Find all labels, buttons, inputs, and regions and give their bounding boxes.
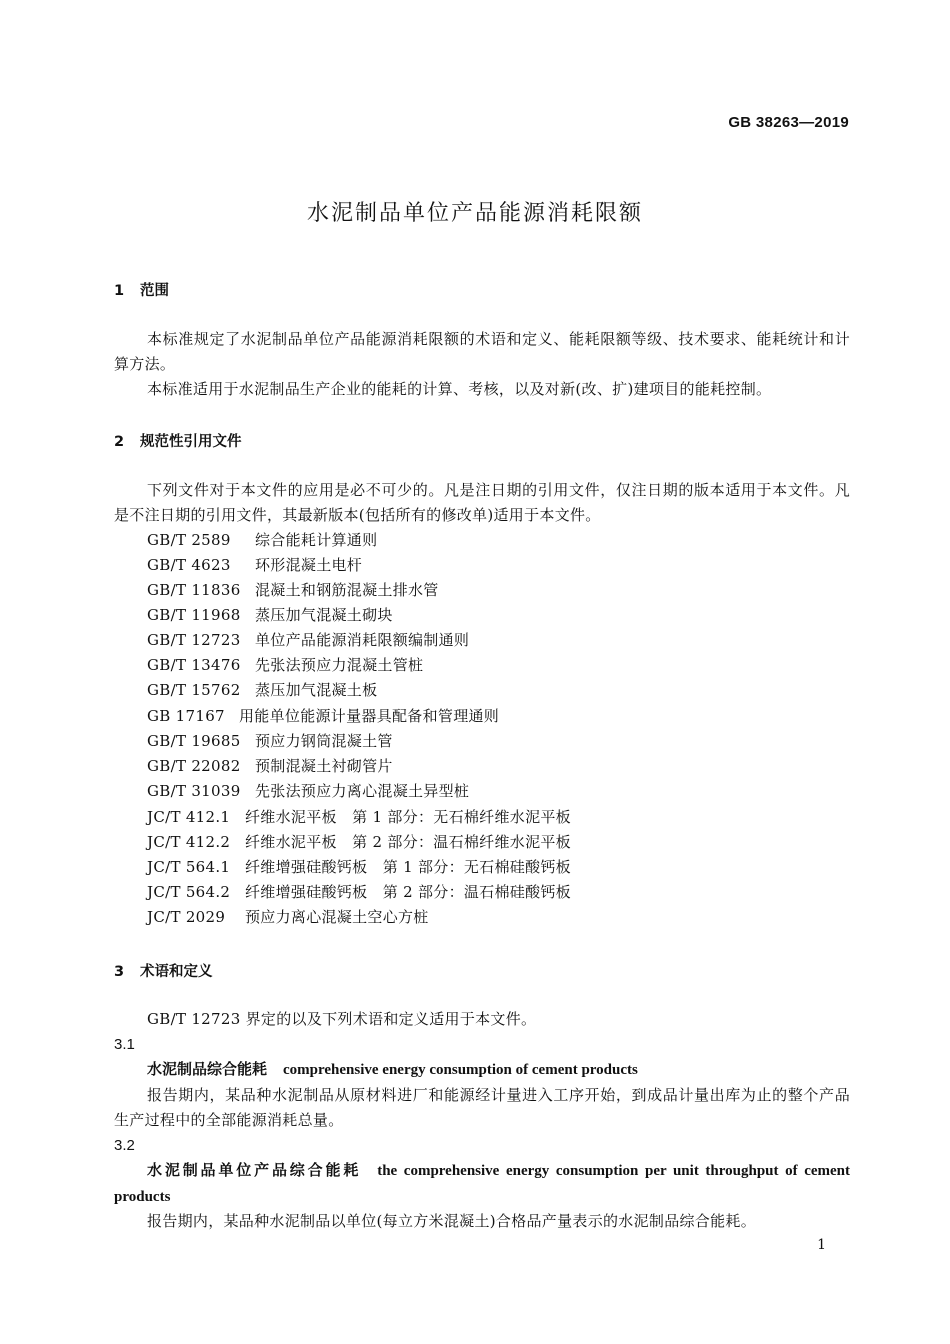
reference-item [147,905,429,930]
term-chinese: 水泥制品单位产品综合能耗 [147,1161,362,1179]
reference-title: 预制混凝土衬砌管片 [255,757,393,775]
section-title: 范围 [140,283,169,299]
section-3-intro: GB/T 12723 界定的以及下列术语和定义适用于本文件。 [147,1010,537,1028]
section-1-paragraph-2: 本标准适用于水泥制品生产企业的能耗的计算、考核，以及对新(改、扩)建项目的能耗控制。 [147,380,772,398]
reference-code: GB/T 22082 [147,757,241,775]
reference-item [147,754,393,779]
section-title: 术语和定义 [140,964,213,980]
term-heading [114,1057,850,1083]
reference-title: 纤维水泥平板 第 2 部分：温石棉纤维水泥平板 [245,833,571,851]
reference-item [147,578,439,603]
reference-title: 蒸压加气混凝土板 [255,681,378,699]
reference-code: JC/T 564.2 [147,883,231,901]
reference-title: 纤维增强硅酸钙板 第 2 部分：温石棉硅酸钙板 [245,883,571,901]
reference-title: 综合能耗计算通则 [255,531,378,549]
reference-item [147,805,571,830]
document-title: 水泥制品单位产品能源消耗限额 [306,201,643,226]
standard-code: GB 38263—2019 [728,114,849,131]
reference-title: 先张法预应力混凝土管桩 [255,656,424,674]
reference-title: 先张法预应力离心混凝土异型桩 [255,782,470,800]
section-title: 规范性引用文件 [140,434,242,450]
reference-item [147,830,571,855]
reference-code: JC/T 564.1 [147,858,231,876]
reference-item [147,704,499,729]
reference-item [147,628,469,653]
reference-title: 混凝土和钢筋混凝土排水管 [255,581,439,599]
section-number: 3 [114,964,125,980]
section-1-paragraph-1: 本标准规定了水泥制品单位产品能源消耗限额的术语和定义、能耗限额等级、技术要求、能耗统计和计算方法。 [114,330,850,373]
term-english: the comprehensive energy consumption per unit throughput of cement products [114,1163,850,1205]
section-3-heading [114,960,213,981]
term-definition: 报告期内，某品种水泥制品从原材料进厂和能源经计量进入工序开始，到成品计量出库为止的整个产品生产过程中的全部能源消耗总量。 [114,1086,850,1129]
reference-item [147,880,571,905]
reference-item [147,603,393,628]
reference-item [147,653,423,678]
reference-code: GB/T 4623 [147,556,231,574]
reference-item [147,678,377,703]
reference-item [147,779,469,804]
term-heading [114,1158,850,1210]
reference-title: 纤维水泥平板 第 1 部分：无石棉纤维水泥平板 [245,808,571,826]
term-chinese: 水泥制品综合能耗 [147,1060,268,1078]
reference-title: 预应力钢筒混凝土管 [255,732,393,750]
reference-code: GB/T 15762 [147,681,241,699]
reference-code: GB 17167 [147,707,225,725]
reference-code: GB/T 31039 [147,782,241,800]
reference-item [147,528,377,553]
term-definition: 报告期内，某品种水泥制品以单位(每立方米混凝土)合格品产量表示的水泥制品综合能耗。 [147,1212,757,1230]
reference-code: GB/T 2589 [147,531,231,549]
reference-title: 用能单位能源计量器具配备和管理通则 [239,707,500,725]
reference-title: 预应力离心混凝土空心方桩 [245,908,429,926]
reference-title: 蒸压加气混凝土砌块 [255,606,393,624]
reference-code: JC/T 412.1 [147,808,231,826]
section-1-heading [114,279,169,300]
section-number: 2 [114,434,125,450]
reference-title: 单位产品能源消耗限额编制通则 [255,631,470,649]
reference-item [147,553,362,578]
page-number: 1 [817,1237,826,1253]
reference-code: JC/T 412.2 [147,833,231,851]
term-english: comprehensive energy consumption of cement products [283,1062,638,1078]
reference-item [147,729,393,754]
reference-code: GB/T 12723 [147,631,241,649]
term-number: 3.1 [114,1036,135,1053]
section-2-heading [114,430,242,451]
reference-code: GB/T 11836 [147,581,241,599]
section-2-intro: 下列文件对于本文件的应用是必不可少的。凡是注日期的引用文件，仅注日期的版本适用于本文件。凡是不注日期的引用文件，其最新版本(包括所有的修改单)适用于本文件。 [114,481,850,524]
section-number: 1 [114,283,125,299]
reference-code: GB/T 19685 [147,732,241,750]
term-number: 3.2 [114,1137,135,1154]
reference-title: 环形混凝土电杆 [255,556,363,574]
reference-item [147,855,571,880]
reference-code: GB/T 11968 [147,606,241,624]
reference-code: JC/T 2029 [147,908,226,926]
reference-title: 纤维增强硅酸钙板 第 1 部分：无石棉硅酸钙板 [245,858,571,876]
reference-code: GB/T 13476 [147,656,241,674]
